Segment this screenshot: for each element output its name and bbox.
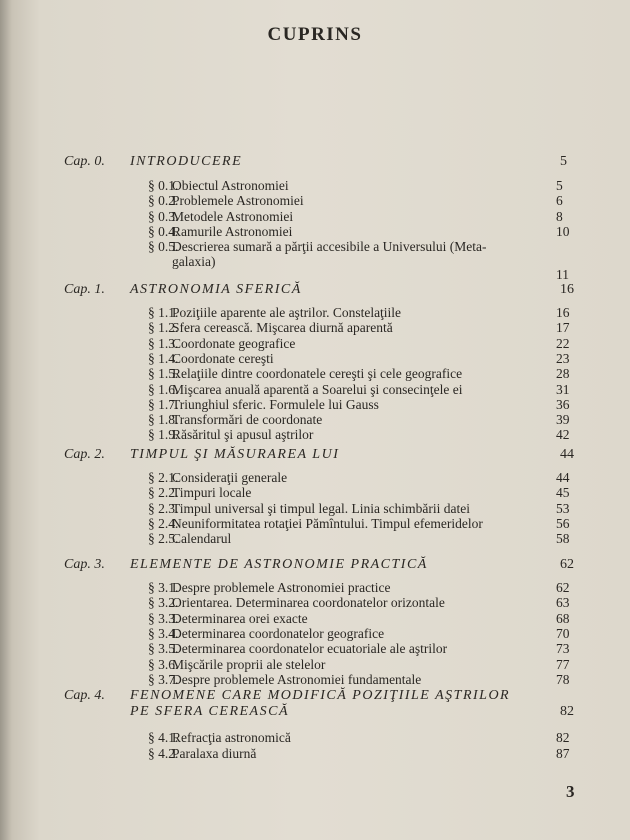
section-number: § 2.1. [148,470,179,485]
chapter-page: 44 [560,447,574,462]
section-page: 77 [556,656,570,672]
section-title: Despre problemele Astronomiei fundamentale [172,671,422,687]
section-page: 36 [556,396,570,412]
section-number: § 1.9. [148,427,179,443]
section-page: 17 [556,320,570,336]
section-page: 82 [556,730,570,745]
section-title: Transformări de coordonate [172,412,323,428]
section-title: Ramurile Astronomiei [172,223,293,239]
section-title: Timpuri locale [172,485,252,501]
toc-entry [148,239,588,283]
section-title: Refracţia astronomică [172,730,291,745]
section-title: Mişcarea anuală aparentă a Soarelui şi consecinţele ei [172,381,463,397]
section-number: § 0.3. [148,208,179,224]
section-title: Paralaxa diurnă [172,745,257,761]
section-title: Orientarea. Determinarea coordonatelor orizontale [172,595,445,611]
section-number: § 3.4. [148,625,179,641]
section-number: § 3.6. [148,656,179,672]
chapter-title: ASTRONOMIA SFERICĂ [130,282,302,297]
section-page: 16 [556,305,570,320]
chapter-title: TIMPUL ŞI MĂSURAREA LUI [130,447,340,462]
toc-entry [148,641,588,657]
section-page: 10 [556,223,570,239]
section-number: § 3.3. [148,610,179,626]
section-number: § 3.1. [148,580,179,595]
toc-entry [148,351,588,367]
section-title: Metodele Astronomiei [172,208,294,224]
section-number: § 1.2. [148,320,179,336]
section-title: Relaţiile dintre coordonatele cereşti şi cele geografice [172,366,463,382]
section-title: Sfera cerească. Mişcarea diurnă aparentă [172,320,393,336]
section-page: 62 [556,580,570,595]
section-number: § 1.7. [148,396,179,412]
chapter-title-continued: PE SFERA CEREASCĂ [130,704,289,719]
toc-entry [148,397,588,413]
section-title: Mişcările proprii ale stelelor [172,656,326,672]
chapter-number: Cap. 2. [64,447,105,462]
toc-entry [148,320,588,336]
toc-entry [148,730,588,746]
toc-entry [148,224,588,240]
section-number: § 1.8. [148,412,179,428]
section-page: 73 [556,641,570,657]
section-page: 68 [556,610,570,626]
section-title: Triunghiul sferic. Formulele lui Gauss [172,396,379,412]
section-title: Răsăritul şi apusul aştrilor [172,427,314,443]
section-title: Poziţiile aparente ale aştrilor. Constelaţiile [172,305,402,320]
section-page: 42 [556,427,570,443]
toc-entry [148,501,588,517]
toc-entry [148,427,588,443]
section-title: Consideraţii generale [172,470,288,485]
section-page: 11 [556,267,569,283]
section-number: § 0.4. [148,223,179,239]
toc-entry [148,626,588,642]
section-page: 22 [556,335,570,351]
toc-entry [148,746,588,762]
section-page: 39 [556,412,570,428]
section-page: 28 [556,366,570,382]
chapter-number: Cap. 4. [64,688,105,703]
section-number: § 0.1. [148,178,179,193]
section-page: 63 [556,595,570,611]
section-title: Despre problemele Astronomiei practice [172,580,391,595]
toc-entry [148,193,588,209]
section-page: 53 [556,500,570,516]
section-page: 78 [556,671,570,687]
section-title: Timpul universal şi timpul legal. Linia schimbării datei [172,500,470,516]
section-number: § 3.5. [148,641,179,657]
section-page: 23 [556,350,570,366]
section-number: § 1.6. [148,381,179,397]
toc-entry [148,412,588,428]
section-number: § 2.2. [148,485,179,501]
toc-entry [148,580,588,596]
section-number: § 3.7. [148,671,179,687]
section-number: § 2.3. [148,500,179,516]
section-number: § 4.1. [148,730,179,745]
section-title: Descrierea sumară a părţii accesibile a Universului (Meta- [172,239,487,255]
section-page: 44 [556,470,570,485]
chapter-title: ELEMENTE DE ASTRONOMIE PRACTICĂ [130,557,428,572]
chapter-page: 5 [560,154,567,169]
chapter-title: INTRODUCERE [130,154,243,169]
toc-entry [148,516,588,532]
section-number: § 1.3. [148,335,179,351]
section-page: 56 [556,515,570,531]
chapter-number: Cap. 3. [64,557,105,572]
chapter-title: FENOMENE CARE MODIFICĂ POZIŢIILE AŞTRILOR [130,688,511,703]
section-number: § 4.2. [148,745,179,761]
toc-entry [148,209,588,225]
section-number: § 3.2. [148,595,179,611]
toc-entry [148,178,588,194]
toc-entry [148,611,588,627]
section-page: 6 [556,193,563,209]
section-number: § 1.5. [148,366,179,382]
section-page: 31 [556,381,570,397]
toc-entry [148,382,588,398]
chapter-number: Cap. 0. [64,154,105,169]
toc-entry [148,366,588,382]
section-number: § 0.2. [148,193,179,209]
toc-entry [148,336,588,352]
section-page: 58 [556,531,570,547]
section-title: Coordonate geografice [172,335,296,351]
section-number: § 2.5. [148,531,179,547]
section-title: Calendarul [172,531,232,547]
page-number: 3 [566,782,575,801]
chapter-page: 62 [560,557,574,572]
section-number: § 0.5. [148,239,179,255]
section-title: Obiectul Astronomiei [172,178,289,193]
section-title: Coordonate cereşti [172,350,274,366]
toc-entry [148,531,588,547]
chapter-page: 82 [560,704,574,719]
section-title: Determinarea coordonatelor ecuatoriale ale aştrilor [172,641,448,657]
toc-entry [148,305,588,321]
section-page: 70 [556,625,570,641]
section-number: § 1.4. [148,350,179,366]
toc-entry [148,672,588,688]
toc-entry [148,595,588,611]
section-page: 8 [556,208,563,224]
section-number: § 1.1. [148,305,179,320]
section-title: Determinarea coordonatelor geografice [172,625,385,641]
section-page: 5 [556,178,563,193]
toc-entry [148,470,588,486]
section-title: Problemele Astronomiei [172,193,304,209]
section-title-continued: galaxia) [172,254,216,270]
toc-entry [148,485,588,501]
section-title: Neuniformitatea rotaţiei Pămîntului. Timpul efemeridelor [172,515,483,531]
page-title: CUPRINS [267,24,363,45]
toc-entry [148,657,588,673]
section-title: Determinarea orei exacte [172,610,308,626]
section-number: § 2.4. [148,515,179,531]
section-page: 45 [556,485,570,501]
section-page: 87 [556,745,570,761]
chapter-number: Cap. 1. [64,282,105,297]
chapter-page: 16 [560,282,574,297]
